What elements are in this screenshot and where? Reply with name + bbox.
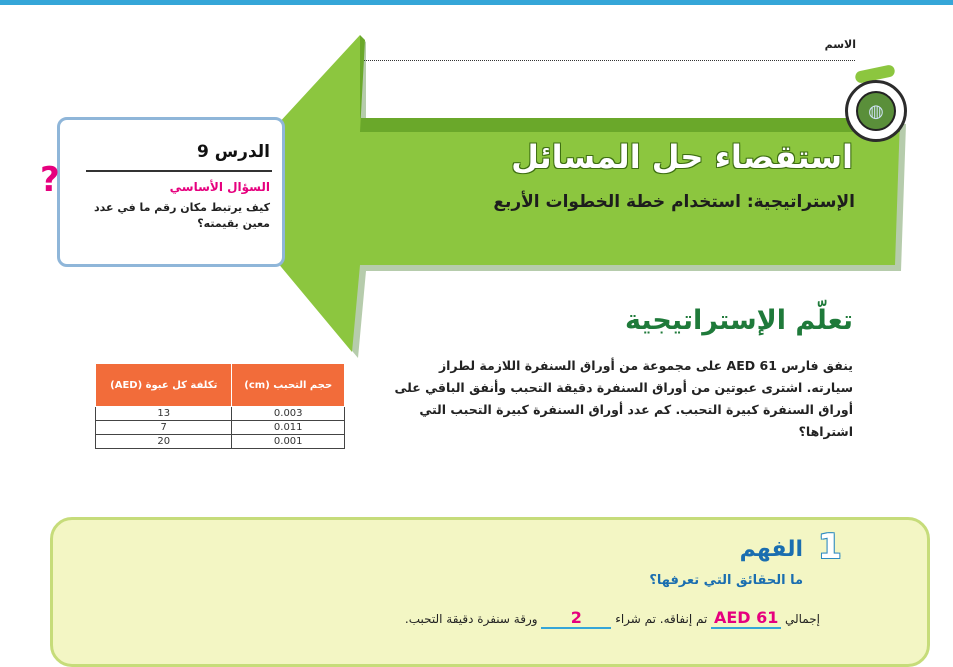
lesson-card xyxy=(57,117,285,267)
table-cell: 0.003 xyxy=(232,407,345,421)
fact-text: ورقة سنفرة دقيقة التحبب. xyxy=(404,612,538,626)
table-row xyxy=(96,421,345,435)
essential-question-label: السؤال الأساسي xyxy=(169,180,270,194)
understand-question: ما الحقائق التي تعرفها؟ xyxy=(649,573,803,588)
fact-sentence xyxy=(220,608,820,629)
answer-blank-count[interactable]: 2 xyxy=(541,608,611,629)
table-cell: 0.001 xyxy=(232,435,345,449)
table-cell: 0.011 xyxy=(232,421,345,435)
fact-text: إجمالي xyxy=(784,612,820,626)
table-row xyxy=(96,407,345,421)
globe-icon: ◍ xyxy=(845,80,907,142)
page-title: استقصاء حل المسائل xyxy=(511,138,853,176)
table-cell: 13 xyxy=(96,407,232,421)
table-cell: 7 xyxy=(96,421,232,435)
step-number: 1 xyxy=(818,527,842,567)
table-header: حجم التحبب (cm) xyxy=(232,364,345,407)
table-header: تكلفة كل عبوة (AED) xyxy=(96,364,232,407)
page-subtitle: الإستراتيجية: استخدام خطة الخطوات الأربع xyxy=(493,192,855,212)
essential-question-text: كيف يرتبط مكان رقم ما في عدد معين بقيمته؟ xyxy=(93,201,270,230)
problem-text: ينفق فارس 61 AED على مجموعة من أوراق السنفرة اللازمة لطراز سيارته. اشترى عبوتين من أوراق السنفرة دقيقة التحبب وأنفق الباقي على أوراق السنفرة كبيرة التحبب. كم عدد أوراق السنفرة كبيرة التحبب التي اشتراها؟ xyxy=(394,358,853,439)
data-table xyxy=(95,363,345,449)
divider xyxy=(86,170,272,172)
table-row xyxy=(96,435,345,449)
section-title-learn: تعلّم الإستراتيجية xyxy=(625,305,853,336)
answer-blank-total[interactable]: AED 61 xyxy=(711,608,781,629)
lesson-title: الدرس 9 xyxy=(196,142,270,162)
table-cell: 20 xyxy=(96,435,232,449)
understand-title: الفهم xyxy=(739,537,803,562)
name-label: الاسم xyxy=(824,38,856,51)
fact-text: تم إنفاقه. تم شراء xyxy=(615,612,708,626)
question-mark-icon: ? xyxy=(40,160,60,200)
